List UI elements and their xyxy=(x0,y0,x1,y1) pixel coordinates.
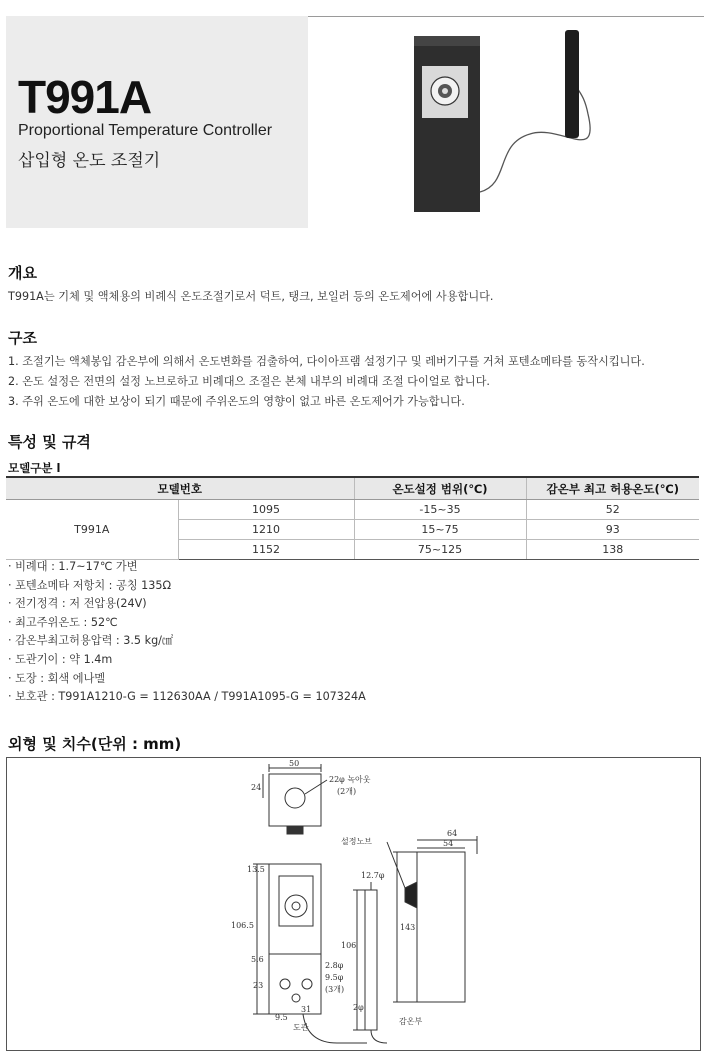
side-view-outline xyxy=(417,852,465,1002)
label-d9-5b: 9.5 xyxy=(275,1013,288,1022)
structure-item-1: 1. 조절기는 액체봉입 감온부에 의해서 온도변화를 검출하여, 다이아프램 설정기구 및 레버기구를 거쳐 포텐쇼메타를 동작시킵니다. xyxy=(8,355,645,368)
range-cell: 15~75 xyxy=(354,520,526,540)
model-title: T991A xyxy=(18,71,152,123)
max-cell: 138 xyxy=(526,540,699,560)
spec-list xyxy=(8,558,366,707)
label-d143: 143 xyxy=(400,923,416,932)
label-conduit: 도관 xyxy=(293,1023,309,1032)
dimension-svg xyxy=(7,758,700,1050)
label-hole: 22φ 녹아웃 xyxy=(329,775,371,784)
range-cell: 75~125 xyxy=(354,540,526,560)
header-range: 온도설정 범위(℃) xyxy=(354,477,526,500)
range-cell: -15~35 xyxy=(354,500,526,520)
label-d64: 64 xyxy=(447,829,458,838)
code-cell: 1210 xyxy=(178,520,354,540)
dimensions-title: 외형 및 치수(단위 : mm) xyxy=(8,735,182,753)
label-d106: 106 xyxy=(341,941,357,950)
overview-title: 개요 xyxy=(8,264,37,282)
overview-text: T991A는 기체 및 액체용의 비례식 온도조절기로서 덕트, 탱크, 보일러 등의 온도제어에 사용합니다. xyxy=(8,290,494,303)
label-d54: 54 xyxy=(443,839,454,848)
list-item: · 감온부최고허용압력 : 3.5 kg/㎠ xyxy=(8,634,174,648)
front-dial xyxy=(285,895,307,917)
spec-table-header xyxy=(6,477,699,500)
list-item: · 비례대 : 1.7~17℃ 가변 xyxy=(8,560,138,573)
header-max-temp: 감온부 최고 허용온도(℃) xyxy=(526,477,699,500)
subtitle-english: Proportional Temperature Controller xyxy=(18,122,273,139)
product-photo xyxy=(400,24,606,216)
label-d2: 2φ xyxy=(353,1003,364,1012)
label-sensor: 감온부 xyxy=(399,1017,423,1026)
model-cell: T991A xyxy=(6,500,178,560)
sensor-bulb xyxy=(565,30,579,138)
dimension-drawing xyxy=(6,757,701,1051)
list-item: · 전기정격 : 저 전압용(24V) xyxy=(8,597,147,611)
label-d106-5: 106.5 xyxy=(231,921,254,930)
list-item: · 포텐쇼메타 저항치 : 공칭 135Ω xyxy=(8,578,172,592)
label-knob: 설정노브 xyxy=(341,837,372,846)
header-model-number: 모델번호 xyxy=(6,477,354,500)
spec-table xyxy=(6,476,699,560)
list-item: · 최고주위온도 : 52℃ xyxy=(8,615,118,629)
structure-item-3: 3. 주위 온도에 대한 보상이 되기 때문에 주위온도의 영향이 없고 바른 온도제어가 가능합니다. xyxy=(8,395,465,408)
label-d2-8: 2.8φ xyxy=(325,961,344,970)
specs-title: 특성 및 규격 xyxy=(8,433,91,451)
code-cell: 1152 xyxy=(178,540,354,560)
table-row xyxy=(6,500,699,520)
label-d31: 31 xyxy=(301,1005,312,1014)
max-cell: 52 xyxy=(526,500,699,520)
list-item: · 도장 : 회색 에나멜 xyxy=(8,671,106,685)
label-d13-5: 13.5 xyxy=(247,865,265,874)
subtitle-korean: 삽입형 온도 조절기 xyxy=(18,151,161,171)
controller-body xyxy=(414,36,480,212)
label-d9-5: 9.5φ xyxy=(325,973,344,982)
structure-title: 구조 xyxy=(8,329,37,347)
max-cell: 93 xyxy=(526,520,699,540)
top-view-outline xyxy=(269,774,321,826)
model-category-label: 모델구분 l xyxy=(8,461,61,475)
label-d23: 23 xyxy=(253,981,264,990)
label-d5-6: 5.6 xyxy=(251,955,264,964)
knockout-hole xyxy=(285,788,305,808)
probe-outline xyxy=(365,890,377,1030)
label-w50: 50 xyxy=(289,759,300,768)
label-count3: (3개) xyxy=(325,985,345,994)
label-hole-count: (2개) xyxy=(337,787,357,796)
list-item: · 보호관 : T991A1210-G = 112630AA / T991A1095-G = 107324A xyxy=(8,690,366,704)
code-cell: 1095 xyxy=(178,500,354,520)
label-d12-7: 12.7φ xyxy=(361,871,385,880)
label-h24: 24 xyxy=(251,783,262,792)
list-item: · 도관기이 : 약 1.4m xyxy=(8,652,113,666)
structure-item-2: 2. 온도 설정은 전면의 설정 노브로하고 비례대으 조절은 본체 내부의 비례대 조절 다이얼로 합니다. xyxy=(8,375,490,388)
